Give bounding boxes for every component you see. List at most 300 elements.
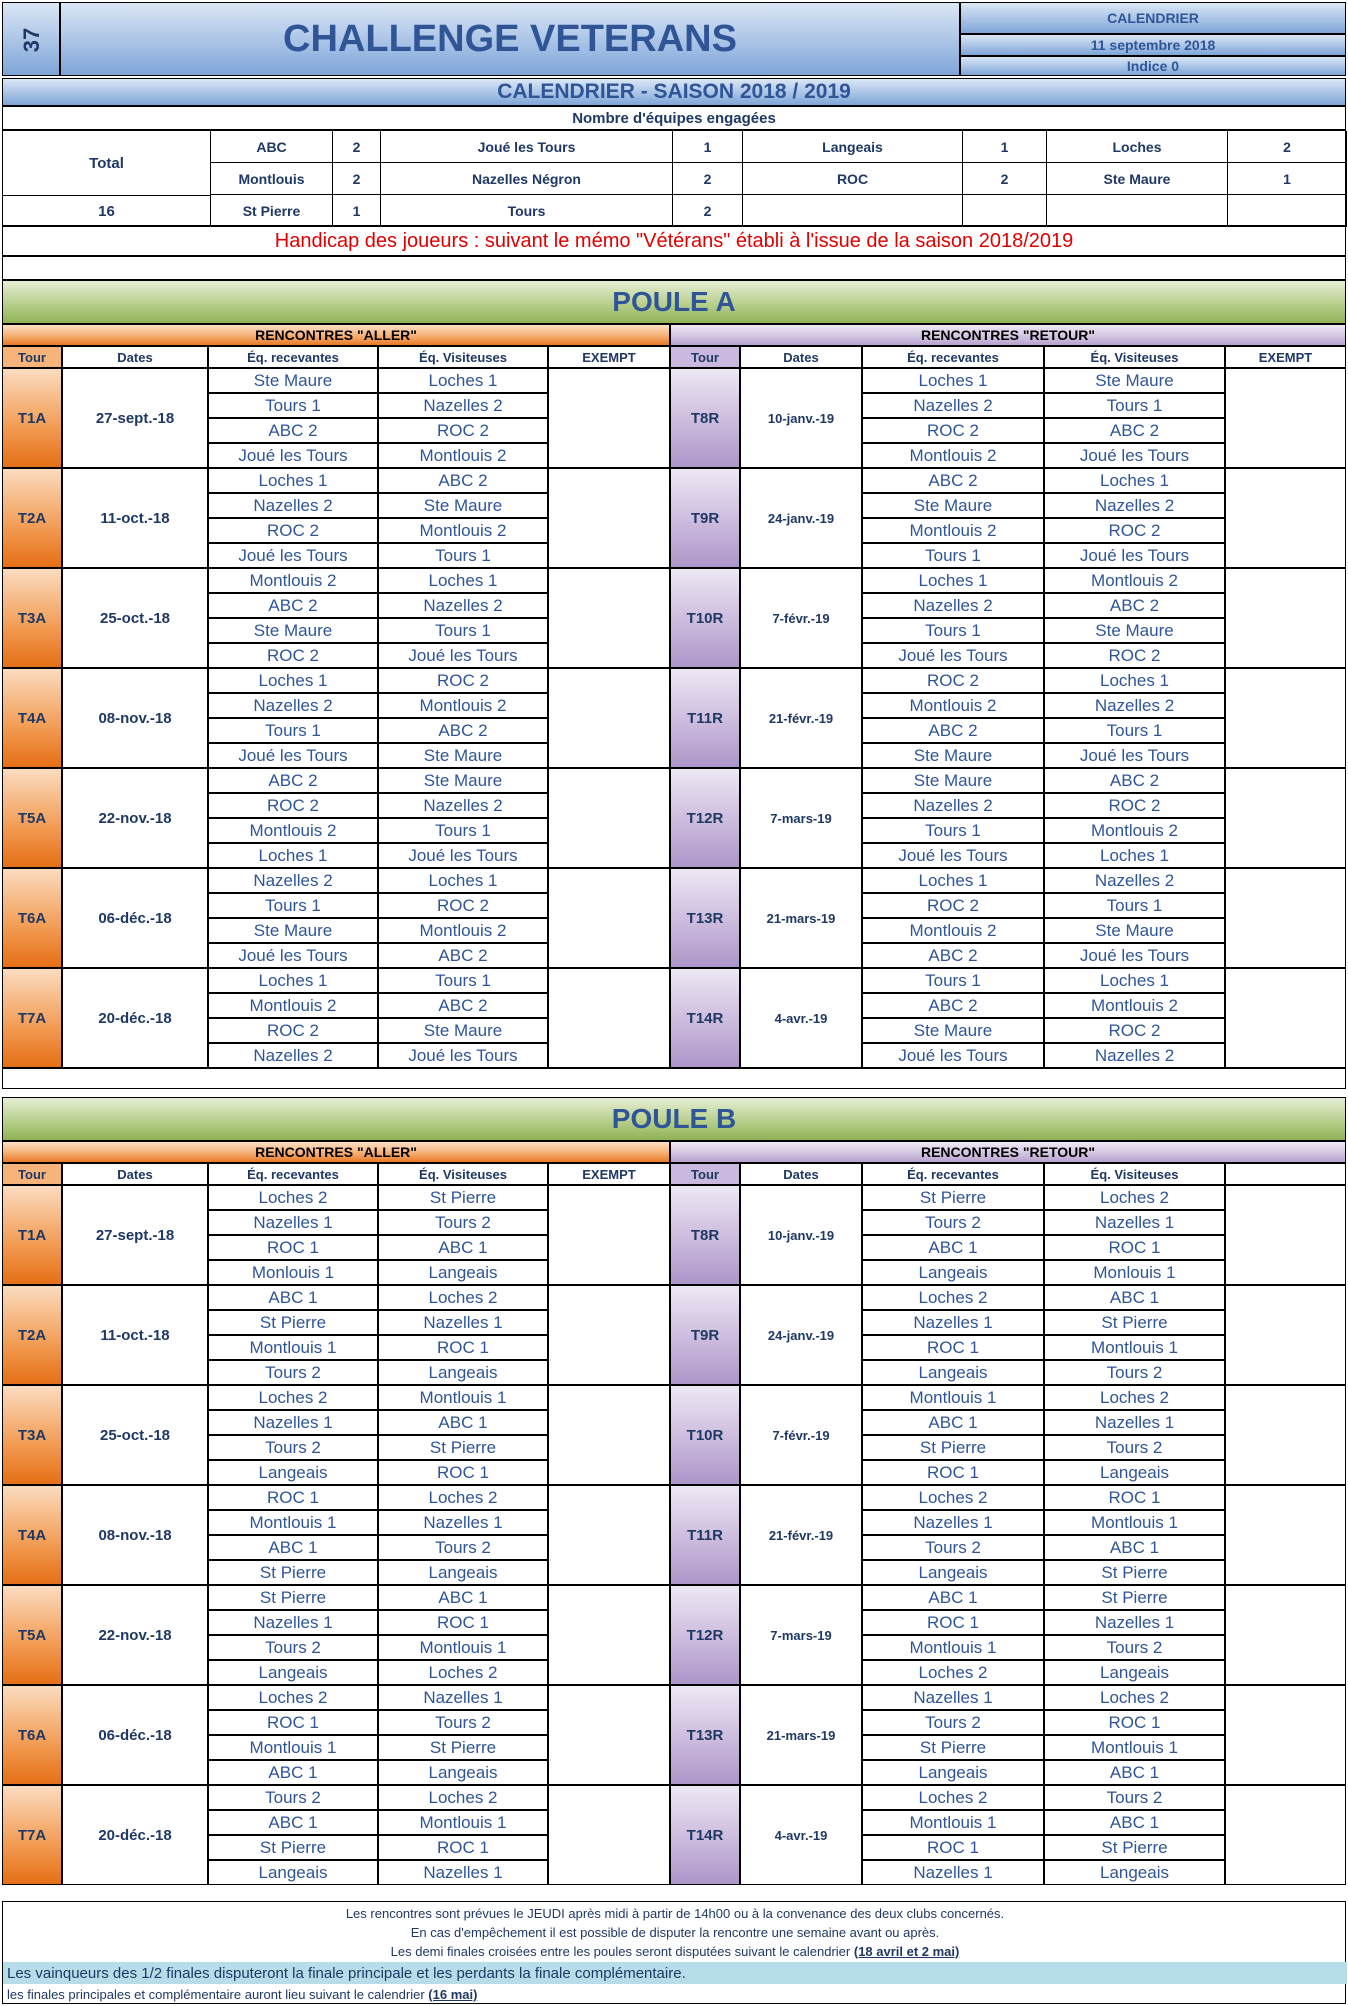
home-team-retour: ABC 1 bbox=[862, 1410, 1044, 1435]
home-team-retour: ABC 1 bbox=[862, 1585, 1044, 1610]
column-header-away: Éq. Visiteuses bbox=[1044, 346, 1225, 368]
home-team-retour: Loches 1 bbox=[862, 368, 1044, 393]
home-team: Montlouis 2 bbox=[208, 993, 378, 1018]
team-count: 2 bbox=[963, 163, 1047, 195]
poule-title: POULE B bbox=[2, 1097, 1346, 1141]
home-team-retour: Nazelles 1 bbox=[862, 1510, 1044, 1535]
teams-table bbox=[2, 130, 1346, 226]
away-team-retour: Ste Maure bbox=[1044, 368, 1225, 393]
team-count bbox=[963, 195, 1047, 227]
home-team: Tours 2 bbox=[208, 1360, 378, 1385]
date-retour: 7-févr.-19 bbox=[740, 568, 862, 668]
final-date-link[interactable]: (16 mai) bbox=[428, 1986, 478, 2002]
home-team-retour: Montlouis 1 bbox=[862, 1810, 1044, 1835]
away-team-retour: Tours 2 bbox=[1044, 1635, 1225, 1660]
exempt-retour bbox=[1225, 768, 1346, 868]
team-name: Langeais bbox=[743, 131, 963, 163]
tour-retour: T11R bbox=[670, 668, 740, 768]
away-team-retour: Tours 1 bbox=[1044, 718, 1225, 743]
away-team: Langeais bbox=[378, 1760, 548, 1785]
column-header-home: Éq. recevantes bbox=[862, 1163, 1044, 1185]
away-team-retour: Monlouis 1 bbox=[1044, 1260, 1225, 1285]
away-team-retour: Montlouis 1 bbox=[1044, 1735, 1225, 1760]
away-team: ABC 2 bbox=[378, 943, 548, 968]
tour-retour: T9R bbox=[670, 1285, 740, 1385]
away-team-retour: Montlouis 2 bbox=[1044, 818, 1225, 843]
away-team-retour: ABC 1 bbox=[1044, 1810, 1225, 1835]
away-team-retour: St Pierre bbox=[1044, 1835, 1225, 1860]
exempt-retour bbox=[1225, 1785, 1346, 1885]
date-aller: 25-oct.-18 bbox=[62, 568, 208, 668]
column-header-home: Éq. recevantes bbox=[862, 346, 1044, 368]
home-team-retour: Tours 1 bbox=[862, 618, 1044, 643]
away-team: Loches 1 bbox=[378, 568, 548, 593]
away-team: Montlouis 2 bbox=[378, 518, 548, 543]
away-team: ROC 1 bbox=[378, 1610, 548, 1635]
footer bbox=[2, 1901, 1346, 2004]
home-team: ROC 1 bbox=[208, 1235, 378, 1260]
date-retour: 7-févr.-19 bbox=[740, 1385, 862, 1485]
home-team-retour: ABC 2 bbox=[862, 718, 1044, 743]
away-team: ABC 1 bbox=[378, 1235, 548, 1260]
home-team-retour: Langeais bbox=[862, 1560, 1044, 1585]
column-header-dates: Dates bbox=[740, 346, 862, 368]
tour-retour: T14R bbox=[670, 1785, 740, 1885]
away-team: Tours 1 bbox=[378, 618, 548, 643]
home-team-retour: Loches 2 bbox=[862, 1485, 1044, 1510]
spacer-row bbox=[2, 1068, 1346, 1089]
away-team-retour: Loches 2 bbox=[1044, 1185, 1225, 1210]
home-team: Montlouis 1 bbox=[208, 1510, 378, 1535]
away-team: St Pierre bbox=[378, 1435, 548, 1460]
team-count: 2 bbox=[673, 195, 743, 227]
home-team-retour: Nazelles 1 bbox=[862, 1685, 1044, 1710]
home-team-retour: Nazelles 1 bbox=[862, 1310, 1044, 1335]
away-team: ABC 2 bbox=[378, 993, 548, 1018]
exempt-aller bbox=[548, 968, 670, 1068]
home-team: Joué les Tours bbox=[208, 543, 378, 568]
away-team: Nazelles 1 bbox=[378, 1685, 548, 1710]
home-team: Ste Maure bbox=[208, 918, 378, 943]
column-header-home: Éq. recevantes bbox=[208, 346, 378, 368]
exempt-aller bbox=[548, 1785, 670, 1885]
home-team: Joué les Tours bbox=[208, 943, 378, 968]
column-header-dates: Dates bbox=[740, 1163, 862, 1185]
tour-retour: T13R bbox=[670, 1685, 740, 1785]
home-team: ROC 2 bbox=[208, 1018, 378, 1043]
exempt-retour bbox=[1225, 368, 1346, 468]
home-team-retour: Nazelles 2 bbox=[862, 393, 1044, 418]
away-team: Langeais bbox=[378, 1560, 548, 1585]
exempt-retour bbox=[1225, 1285, 1346, 1385]
teams-total-value: 16 bbox=[3, 195, 211, 227]
team-name: Tours bbox=[381, 195, 673, 227]
home-team-retour: Nazelles 1 bbox=[862, 1860, 1044, 1885]
away-team-retour: Loches 1 bbox=[1044, 968, 1225, 993]
away-team-retour: St Pierre bbox=[1044, 1560, 1225, 1585]
footer-line-4: Les vainqueurs des 1/2 finales disputeront la finale principale et les perdants la finale complémentaire. bbox=[3, 1962, 1347, 1984]
team-count: 1 bbox=[333, 195, 381, 227]
exempt-retour bbox=[1225, 868, 1346, 968]
tour-aller: T7A bbox=[2, 968, 62, 1068]
tour-aller: T3A bbox=[2, 568, 62, 668]
home-team: St Pierre bbox=[208, 1585, 378, 1610]
date-retour: 4-avr.-19 bbox=[740, 1785, 862, 1885]
away-team-retour: Langeais bbox=[1044, 1860, 1225, 1885]
column-header-exempt: EXEMPT bbox=[1225, 346, 1346, 368]
retour-header: RENCONTRES "RETOUR" bbox=[670, 324, 1346, 346]
away-team-retour: Nazelles 2 bbox=[1044, 693, 1225, 718]
teams-title: Nombre d'équipes engagées bbox=[2, 106, 1346, 130]
home-team-retour: Montlouis 2 bbox=[862, 918, 1044, 943]
date-aller: 27-sept.-18 bbox=[62, 368, 208, 468]
away-team: Tours 1 bbox=[378, 968, 548, 993]
column-header-away: Éq. Visiteuses bbox=[378, 346, 548, 368]
away-team-retour: Tours 2 bbox=[1044, 1360, 1225, 1385]
exempt-aller bbox=[548, 1685, 670, 1785]
home-team-retour: Ste Maure bbox=[862, 743, 1044, 768]
away-team: Ste Maure bbox=[378, 743, 548, 768]
exempt-aller bbox=[548, 568, 670, 668]
away-team-retour: Tours 2 bbox=[1044, 1785, 1225, 1810]
exempt-retour bbox=[1225, 1185, 1346, 1285]
away-team-retour: St Pierre bbox=[1044, 1310, 1225, 1335]
away-team: Nazelles 1 bbox=[378, 1510, 548, 1535]
tour-aller: T3A bbox=[2, 1385, 62, 1485]
away-team-retour: Langeais bbox=[1044, 1660, 1225, 1685]
home-team-retour: Ste Maure bbox=[862, 1018, 1044, 1043]
team-count: 2 bbox=[1228, 131, 1347, 163]
home-team: Loches 2 bbox=[208, 1185, 378, 1210]
away-team: Montlouis 1 bbox=[378, 1385, 548, 1410]
away-team-retour: Montlouis 2 bbox=[1044, 568, 1225, 593]
date-aller: 25-oct.-18 bbox=[62, 1385, 208, 1485]
home-team: Loches 1 bbox=[208, 668, 378, 693]
date-aller: 06-déc.-18 bbox=[62, 1685, 208, 1785]
team-name: ROC bbox=[743, 163, 963, 195]
column-header-tour: Tour bbox=[2, 346, 62, 368]
home-team: ABC 1 bbox=[208, 1285, 378, 1310]
tour-retour: T12R bbox=[670, 768, 740, 868]
tour-aller: T6A bbox=[2, 1685, 62, 1785]
away-team-retour: Nazelles 2 bbox=[1044, 1043, 1225, 1068]
home-team-retour: Ste Maure bbox=[862, 493, 1044, 518]
tour-retour: T8R bbox=[670, 1185, 740, 1285]
away-team-retour: Nazelles 1 bbox=[1044, 1410, 1225, 1435]
away-team-retour: ROC 2 bbox=[1044, 1018, 1225, 1043]
away-team: ROC 1 bbox=[378, 1335, 548, 1360]
home-team-retour: Montlouis 2 bbox=[862, 693, 1044, 718]
team-count bbox=[1228, 195, 1347, 227]
away-team: Joué les Tours bbox=[378, 1043, 548, 1068]
home-team: ABC 1 bbox=[208, 1810, 378, 1835]
home-team-retour: Langeais bbox=[862, 1260, 1044, 1285]
away-team-retour: Montlouis 1 bbox=[1044, 1510, 1225, 1535]
home-team: Nazelles 1 bbox=[208, 1210, 378, 1235]
home-team-retour: St Pierre bbox=[862, 1735, 1044, 1760]
away-team-retour: Joué les Tours bbox=[1044, 443, 1225, 468]
home-team-retour: ROC 2 bbox=[862, 418, 1044, 443]
home-team-retour: Joué les Tours bbox=[862, 843, 1044, 868]
tour-aller: T4A bbox=[2, 1485, 62, 1585]
home-team: ABC 2 bbox=[208, 768, 378, 793]
home-team: ROC 2 bbox=[208, 793, 378, 818]
home-team: Tours 2 bbox=[208, 1785, 378, 1810]
page-title: CHALLENGE VETERANS bbox=[60, 2, 960, 76]
aller-header: RENCONTRES "ALLER" bbox=[2, 1141, 670, 1163]
away-team-retour: Nazelles 2 bbox=[1044, 868, 1225, 893]
away-team-retour: Joué les Tours bbox=[1044, 543, 1225, 568]
home-team: Tours 1 bbox=[208, 718, 378, 743]
column-header-home: Éq. recevantes bbox=[208, 1163, 378, 1185]
away-team: Ste Maure bbox=[378, 1018, 548, 1043]
home-team: Ste Maure bbox=[208, 618, 378, 643]
retour-header: RENCONTRES "RETOUR" bbox=[670, 1141, 1346, 1163]
page-number-box bbox=[2, 2, 60, 76]
date-aller: 22-nov.-18 bbox=[62, 1585, 208, 1685]
home-team: Tours 1 bbox=[208, 393, 378, 418]
away-team-retour: ABC 1 bbox=[1044, 1760, 1225, 1785]
away-team-retour: ROC 2 bbox=[1044, 793, 1225, 818]
away-team-retour: Loches 1 bbox=[1044, 668, 1225, 693]
column-header-away: Éq. Visiteuses bbox=[1044, 1163, 1225, 1185]
tour-retour: T11R bbox=[670, 1485, 740, 1585]
away-team: St Pierre bbox=[378, 1735, 548, 1760]
handicap-note: Handicap des joueurs : suivant le mémo "Vétérans" établi à l'issue de la saison 2018/2019 bbox=[2, 226, 1346, 256]
home-team: Langeais bbox=[208, 1860, 378, 1885]
footer-line-5-text: les finales principales et complémentaire auront lieu suivant le calendrier bbox=[7, 1986, 425, 2002]
home-team: Loches 1 bbox=[208, 843, 378, 868]
home-team: Nazelles 2 bbox=[208, 868, 378, 893]
column-header-tour: Tour bbox=[2, 1163, 62, 1185]
away-team-retour: Ste Maure bbox=[1044, 618, 1225, 643]
away-team: Montlouis 1 bbox=[378, 1810, 548, 1835]
away-team: ROC 2 bbox=[378, 893, 548, 918]
away-team-retour: Tours 1 bbox=[1044, 893, 1225, 918]
away-team-retour: ROC 2 bbox=[1044, 643, 1225, 668]
home-team-retour: Montlouis 2 bbox=[862, 518, 1044, 543]
home-team-retour: ABC 1 bbox=[862, 1235, 1044, 1260]
home-team-retour: Montlouis 2 bbox=[862, 443, 1044, 468]
home-team-retour: Tours 2 bbox=[862, 1210, 1044, 1235]
exempt-retour bbox=[1225, 1585, 1346, 1685]
away-team: Montlouis 1 bbox=[378, 1635, 548, 1660]
away-team: Loches 2 bbox=[378, 1285, 548, 1310]
away-team-retour: Loches 2 bbox=[1044, 1685, 1225, 1710]
home-team: Montlouis 1 bbox=[208, 1335, 378, 1360]
exempt-retour bbox=[1225, 1485, 1346, 1585]
away-team: Nazelles 1 bbox=[378, 1310, 548, 1335]
home-team-retour: Joué les Tours bbox=[862, 643, 1044, 668]
away-team-retour: Loches 1 bbox=[1044, 468, 1225, 493]
home-team: Monlouis 1 bbox=[208, 1260, 378, 1285]
away-team: Montlouis 2 bbox=[378, 693, 548, 718]
exempt-aller bbox=[548, 468, 670, 568]
home-team-retour: ROC 2 bbox=[862, 668, 1044, 693]
away-team-retour: ROC 1 bbox=[1044, 1710, 1225, 1735]
home-team-retour: Tours 2 bbox=[862, 1710, 1044, 1735]
tour-aller: T5A bbox=[2, 768, 62, 868]
away-team-retour: ROC 2 bbox=[1044, 518, 1225, 543]
away-team-retour: Joué les Tours bbox=[1044, 743, 1225, 768]
tour-aller: T6A bbox=[2, 868, 62, 968]
home-team: Montlouis 1 bbox=[208, 1735, 378, 1760]
away-team: ROC 2 bbox=[378, 418, 548, 443]
away-team-retour: Nazelles 2 bbox=[1044, 493, 1225, 518]
home-team: Nazelles 1 bbox=[208, 1610, 378, 1635]
team-count: 2 bbox=[333, 163, 381, 195]
team-name: St Pierre bbox=[211, 195, 333, 227]
poule-title: POULE A bbox=[2, 280, 1346, 324]
home-team-retour: ROC 2 bbox=[862, 893, 1044, 918]
home-team-retour: St Pierre bbox=[862, 1185, 1044, 1210]
home-team: ROC 2 bbox=[208, 643, 378, 668]
home-team: ABC 1 bbox=[208, 1760, 378, 1785]
team-name: Joué les Tours bbox=[381, 131, 673, 163]
away-team: Loches 2 bbox=[378, 1660, 548, 1685]
away-team: Nazelles 2 bbox=[378, 393, 548, 418]
team-name bbox=[743, 195, 963, 227]
tour-aller: T1A bbox=[2, 1185, 62, 1285]
away-team: Tours 2 bbox=[378, 1535, 548, 1560]
column-header-dates: Dates bbox=[62, 1163, 208, 1185]
home-team-retour: Tours 1 bbox=[862, 818, 1044, 843]
away-team-retour: Loches 2 bbox=[1044, 1385, 1225, 1410]
date-retour: 7-mars-19 bbox=[740, 1585, 862, 1685]
column-header-exempt: EXEMPT bbox=[548, 1163, 670, 1185]
doc-type: CALENDRIER bbox=[960, 2, 1346, 34]
home-team-retour: Langeais bbox=[862, 1360, 1044, 1385]
tour-retour: T10R bbox=[670, 1385, 740, 1485]
away-team: ABC 2 bbox=[378, 468, 548, 493]
date-retour: 10-janv.-19 bbox=[740, 368, 862, 468]
exempt-aller bbox=[548, 1185, 670, 1285]
aller-header: RENCONTRES "ALLER" bbox=[2, 324, 670, 346]
away-team-retour: Ste Maure bbox=[1044, 918, 1225, 943]
date-aller: 22-nov.-18 bbox=[62, 768, 208, 868]
team-count: 1 bbox=[673, 131, 743, 163]
home-team: Nazelles 1 bbox=[208, 1410, 378, 1435]
tour-aller: T4A bbox=[2, 668, 62, 768]
away-team-retour: ABC 1 bbox=[1044, 1535, 1225, 1560]
date-aller: 20-déc.-18 bbox=[62, 1785, 208, 1885]
away-team-retour: ABC 2 bbox=[1044, 768, 1225, 793]
home-team-retour: ROC 1 bbox=[862, 1610, 1044, 1635]
team-name: Montlouis bbox=[211, 163, 333, 195]
home-team: Joué les Tours bbox=[208, 743, 378, 768]
away-team: Langeais bbox=[378, 1360, 548, 1385]
home-team-retour: Montlouis 1 bbox=[862, 1635, 1044, 1660]
away-team: Montlouis 2 bbox=[378, 443, 548, 468]
home-team-retour: Nazelles 2 bbox=[862, 593, 1044, 618]
away-team: Ste Maure bbox=[378, 493, 548, 518]
away-team-retour: ROC 1 bbox=[1044, 1235, 1225, 1260]
tour-retour: T14R bbox=[670, 968, 740, 1068]
date-retour: 4-avr.-19 bbox=[740, 968, 862, 1068]
home-team: Nazelles 2 bbox=[208, 693, 378, 718]
column-header-dates: Dates bbox=[62, 346, 208, 368]
home-team: Loches 2 bbox=[208, 1385, 378, 1410]
home-team: St Pierre bbox=[208, 1835, 378, 1860]
date-aller: 20-déc.-18 bbox=[62, 968, 208, 1068]
team-count: 1 bbox=[1228, 163, 1347, 195]
home-team-retour: Loches 2 bbox=[862, 1285, 1044, 1310]
exempt-aller bbox=[548, 1585, 670, 1685]
home-team-retour: Tours 1 bbox=[862, 968, 1044, 993]
exempt-aller bbox=[548, 1285, 670, 1385]
date-retour: 21-févr.-19 bbox=[740, 1485, 862, 1585]
away-team: Nazelles 2 bbox=[378, 793, 548, 818]
away-team: St Pierre bbox=[378, 1185, 548, 1210]
date-retour: 21-mars-19 bbox=[740, 868, 862, 968]
semifinal-dates-link[interactable]: (18 avril et 2 mai) bbox=[853, 1943, 960, 1959]
teams-total-label: Total bbox=[3, 131, 211, 195]
away-team: Montlouis 2 bbox=[378, 918, 548, 943]
home-team-retour: Loches 1 bbox=[862, 568, 1044, 593]
home-team-retour: Tours 2 bbox=[862, 1535, 1044, 1560]
spacer-row bbox=[2, 256, 1346, 280]
tour-retour: T12R bbox=[670, 1585, 740, 1685]
date-aller: 06-déc.-18 bbox=[62, 868, 208, 968]
away-team: Tours 2 bbox=[378, 1710, 548, 1735]
column-header-away: Éq. Visiteuses bbox=[378, 1163, 548, 1185]
home-team-retour: Langeais bbox=[862, 1760, 1044, 1785]
home-team: ROC 1 bbox=[208, 1485, 378, 1510]
team-count: 1 bbox=[963, 131, 1047, 163]
home-team-retour: ROC 1 bbox=[862, 1335, 1044, 1360]
tour-aller: T1A bbox=[2, 368, 62, 468]
home-team-retour: St Pierre bbox=[862, 1435, 1044, 1460]
date-retour: 7-mars-19 bbox=[740, 768, 862, 868]
away-team-retour: Langeais bbox=[1044, 1460, 1225, 1485]
away-team: ABC 1 bbox=[378, 1585, 548, 1610]
date-retour: 24-janv.-19 bbox=[740, 468, 862, 568]
date-aller: 08-nov.-18 bbox=[62, 1485, 208, 1585]
exempt-aller bbox=[548, 668, 670, 768]
footer-line-1: Les rencontres sont prévues le JEUDI après midi à partir de 14h00 ou à la convenance des deux clubs concernés. bbox=[345, 1905, 1005, 1921]
away-team: Loches 2 bbox=[378, 1485, 548, 1510]
away-team-retour: ABC 2 bbox=[1044, 418, 1225, 443]
footer-line-3 bbox=[3, 1942, 1347, 1960]
home-team-retour: Loches 2 bbox=[862, 1785, 1044, 1810]
team-count: 2 bbox=[333, 131, 381, 163]
home-team: ABC 2 bbox=[208, 593, 378, 618]
home-team-retour: Nazelles 2 bbox=[862, 793, 1044, 818]
away-team: Ste Maure bbox=[378, 768, 548, 793]
exempt-retour bbox=[1225, 668, 1346, 768]
away-team: Joué les Tours bbox=[378, 643, 548, 668]
tour-aller: T5A bbox=[2, 1585, 62, 1685]
away-team-retour: Joué les Tours bbox=[1044, 943, 1225, 968]
home-team: St Pierre bbox=[208, 1560, 378, 1585]
away-team: Nazelles 1 bbox=[378, 1860, 548, 1885]
tour-retour: T9R bbox=[670, 468, 740, 568]
team-name: ABC bbox=[211, 131, 333, 163]
footer-line-5 bbox=[3, 1985, 1347, 2003]
away-team: Nazelles 2 bbox=[378, 593, 548, 618]
date-aller: 27-sept.-18 bbox=[62, 1185, 208, 1285]
page-number: 37 bbox=[19, 27, 44, 53]
doc-index: Indice 0 bbox=[960, 56, 1346, 76]
date-retour: 21-mars-19 bbox=[740, 1685, 862, 1785]
away-team: ROC 1 bbox=[378, 1835, 548, 1860]
exempt-aller bbox=[548, 768, 670, 868]
home-team: Montlouis 2 bbox=[208, 568, 378, 593]
exempt-aller bbox=[548, 1385, 670, 1485]
tour-retour: T10R bbox=[670, 568, 740, 668]
home-team: Nazelles 2 bbox=[208, 493, 378, 518]
home-team: Ste Maure bbox=[208, 368, 378, 393]
